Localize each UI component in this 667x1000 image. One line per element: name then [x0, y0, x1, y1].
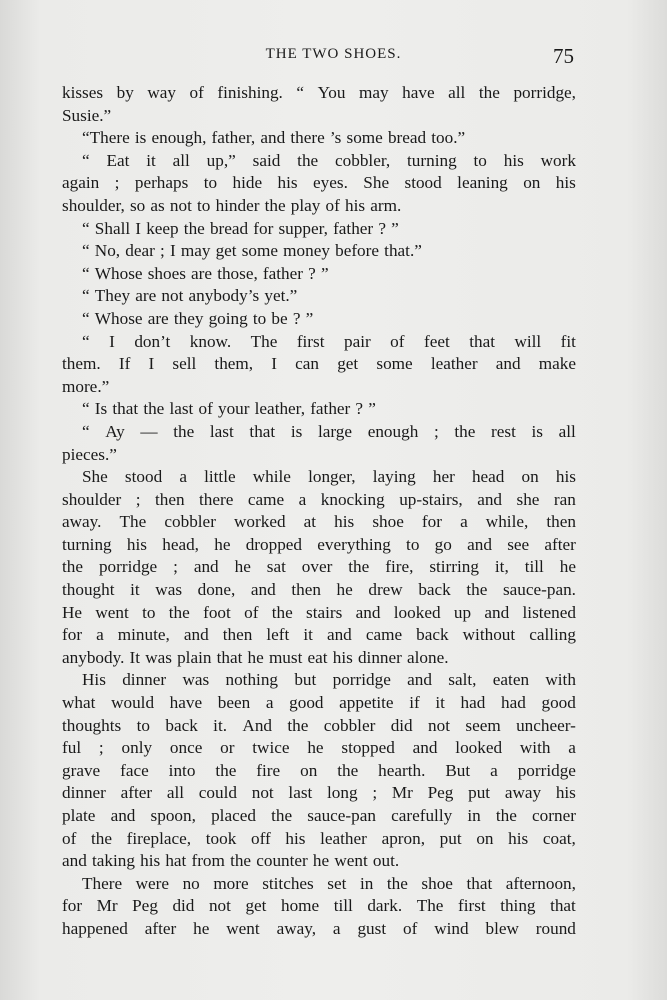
text-line: There were no more stitches set in the shoe that afternoon,	[82, 873, 576, 893]
text-line: ful ; only once or twice he stopped and looked with a	[62, 738, 576, 758]
text-line: for Mr Peg did not get home till dark. The first thing that	[62, 896, 576, 916]
text-line: turning his head, he dropped everything to go and see after	[62, 534, 576, 554]
text-line: more.”	[62, 376, 110, 396]
text-line: “ They are not anybody’s yet.”	[82, 286, 298, 306]
text-line: She stood a little while longer, laying her head on his	[82, 467, 576, 487]
text-line: “ Shall I keep the bread for supper, father ? ”	[82, 218, 399, 238]
text-line: “ Whose are they going to be ? ”	[82, 308, 314, 328]
text-line: them. If I sell them, I can get some leather and make	[62, 354, 576, 374]
text-line: pieces.”	[62, 444, 117, 464]
text-line: of the fireplace, took off his leather apron, put on his coat,	[62, 828, 576, 848]
page-number: 75	[553, 44, 574, 68]
text-line: “ I don’t know. The first pair of feet that will fit	[82, 331, 576, 351]
text-line: anybody. It was plain that he must eat his dinner alone.	[62, 647, 449, 667]
text-line: shoulder, so as not to hinder the play of his arm.	[62, 195, 402, 215]
text-line: the porridge ; and he sat over the fire, stirring it, till he	[62, 557, 576, 577]
text-line: “ No, dear ; I may get some money before that.”	[82, 241, 422, 261]
text-line: “ Whose shoes are those, father ? ”	[82, 263, 329, 283]
text-line: grave face into the fire on the hearth. But a porridge	[62, 760, 576, 780]
text-line: kisses by way of finishing. “ You may have all the porridge,	[62, 83, 576, 102]
text-line: His dinner was nothing but porridge and salt, eaten with	[82, 670, 576, 690]
text-line: thoughts to back it. And the cobbler did not seem uncheer-	[62, 715, 576, 735]
text-line: “ Is that the last of your leather, father ? ”	[82, 399, 376, 419]
text-line: away. The cobbler worked at his shoe for a while, then	[62, 512, 576, 532]
text-line: He went to the foot of the stairs and looked up and listened	[62, 602, 576, 622]
text-line: “There is enough, father, and there ’s some bread too.”	[82, 128, 466, 148]
text-line: and taking his hat from the counter he went out.	[62, 851, 400, 871]
running-head	[0, 44, 667, 74]
text-line: Susie.”	[62, 105, 112, 125]
text-line: what would have been a good appetite if it had had good	[62, 693, 576, 713]
text-line: thought it was done, and then he drew back the sauce-pan.	[62, 580, 576, 600]
text-line: again ; perhaps to hide his eyes. She stood leaning on his	[62, 173, 576, 193]
text-line: for a minute, and then left it and came back without calling	[62, 625, 576, 645]
text-line: “ Eat it all up,” said the cobbler, turning to his work	[82, 150, 576, 170]
text-line: plate and spoon, placed the sauce-pan carefully in the corner	[62, 806, 576, 825]
running-title: THE TWO SHOES.	[265, 46, 402, 62]
text-line: shoulder ; then there came a knocking up-stairs, and she ran	[62, 489, 576, 509]
text-line: happened after he went away, a gust of wind blew round	[62, 918, 576, 938]
text-line: dinner after all could not last long ; Mr Peg put away his	[62, 783, 576, 803]
body-text	[62, 82, 576, 941]
text-line: “ Ay — the last that is large enough ; the rest is all	[82, 421, 576, 441]
